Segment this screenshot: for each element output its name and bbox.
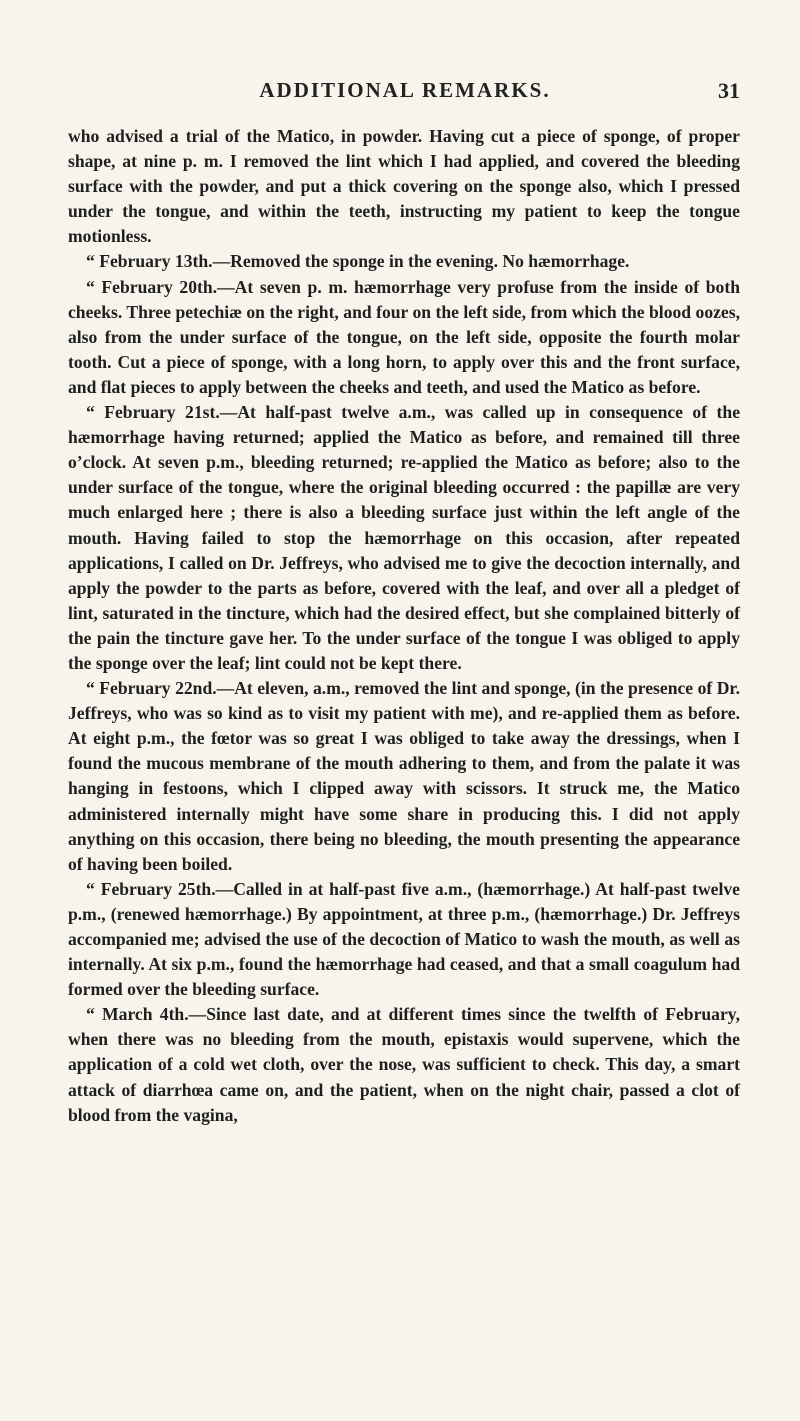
page-number: 31 <box>718 78 740 103</box>
paragraph-feb-20: “ February 20th.—At seven p. m. hæmorrhage very profuse from the inside of both cheeks. Three petechiæ on the right, and four on the left side, from which the blood oozes, also from the under surface of the tongue, on the left side, opposite the fourth molar tooth. Cut a piece of sponge, with a long horn, to apply over this and the front surface, and flat pieces to apply between the cheeks and teeth, and used the Matico as before. <box>68 276 740 397</box>
paragraph-continuation: who advised a trial of the Matico, in powder. Having cut a piece of sponge, of proper shape, at nine p. m. I removed the lint which I had applied, and covered the bleeding surface with the powder, and put a thick covering on the sponge also, which I pressed under the tongue, and within the teeth, instructing my patient to keep the tongue motionless. <box>68 126 740 247</box>
paragraph-march-4: “ March 4th.—Since last date, and at different times since the twelfth of February, when there was no bleeding from the mouth, epistaxis would supervene, which the application of a cold wet cloth, over the nose, was sufficient to check. This day, a smart attack of diarrhœa came on, and the patient, when on the night chair, passed a clot of blood from the vagina, <box>68 1004 740 1125</box>
running-title: ADDITIONAL REMARKS. <box>259 78 551 102</box>
paragraph-feb-22: “ February 22nd.—At eleven, a.m., removed the lint and sponge, (in the presence of Dr. Jeffreys, who was so kind as to visit my patient with me), and re-applied them as before. At eight p.m., the fœtor was so great I was obliged to take away the dressings, when I found the mucous membrane of the mouth adhering to them, and from the palate it was hanging in festoons, which I clipped away with scissors. It struck me, the Matico administered internally might have some share in producing this. I did not apply anything on this occasion, there being no bleeding, the mouth presenting the appearance of having been boiled. <box>68 678 740 874</box>
paragraph-feb-13: “ February 13th.—Removed the sponge in the evening. No hæmorrhage. <box>86 251 630 272</box>
running-header <box>70 78 740 110</box>
paragraph-feb-25: “ February 25th.—Called in at half-past five a.m., (hæmorrhage.) At half-past twelve p.m., (renewed hæmorrhage.) By appointment, at three p.m., (hæmorrhage.) Dr. Jeffreys accompanied me; advised the use of the decoction of Matico to wash the mouth, as well as internally. At six p.m., found the hæmorrhage had ceased, and that a small coagulum had formed over the bleeding surface. <box>68 878 740 1000</box>
paragraph-feb-21: “ February 21st.—At half-past twelve a.m., was called up in consequence of the hæmorrhage having returned; applied the Matico as before, and remained till three o’clock. At seven p.m., bleeding returned; re-applied the Matico as before; also to the under surface of the tongue, where the original bleeding occurred : the papillæ are very much enlarged here ; there is also a bleeding surface just within the left angle of the mouth. Having failed to stop the hæmorrhage on this occasion, after repeated applications, I called on Dr. Jeffreys, who advised me to give the decoction internally, and apply the powder to the parts as before, covered with the leaf, and over all a pledget of lint, saturated in the tincture, which had the desired effect, but she complained bitterly of the pain the tincture gave her. To the under surface of the tongue I was obliged to apply the sponge over the leaf; lint could not be kept there. <box>68 402 740 673</box>
body-text <box>68 124 740 1128</box>
